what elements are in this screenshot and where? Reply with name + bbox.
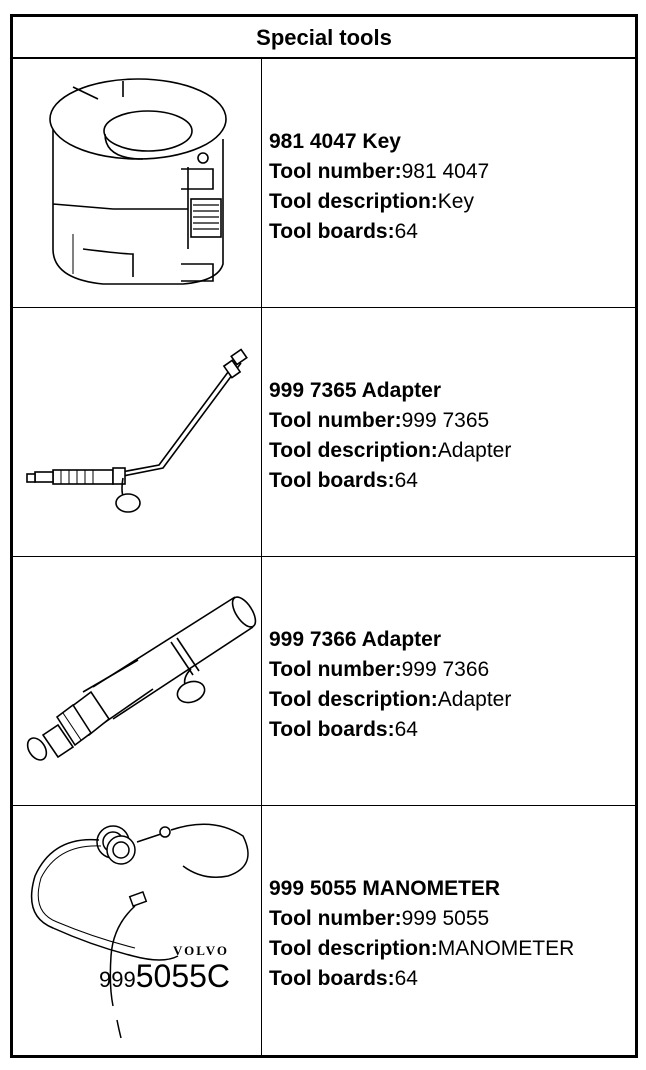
tool-title: 999 5055 MANOMETER (269, 877, 501, 900)
tool-description-value: Key (437, 190, 474, 213)
tool-title: 981 4047 Key (269, 130, 401, 153)
tool-description-label: Tool description: (269, 688, 438, 711)
tool-image-cell (13, 308, 262, 556)
tool-row (13, 806, 635, 1058)
tool-description-label: Tool description: (269, 937, 438, 960)
tool-number-label: Tool number: (269, 907, 402, 930)
tool-boards-label: Tool boards: (269, 967, 395, 990)
tool-title: 999 7365 Adapter (269, 379, 441, 402)
bent-adapter-illustration (13, 308, 261, 556)
key-tool-illustration (13, 59, 261, 307)
tool-number-value: 999 7366 (401, 658, 490, 681)
tool-description-value: Adapter (437, 688, 512, 711)
tool-description-value: Adapter (437, 439, 512, 462)
tool-number-value: 999 7365 (401, 409, 490, 432)
part-code-prefix: 999 (99, 967, 136, 992)
tool-number-label: Tool number: (269, 160, 402, 183)
part-code-main: 5055C (135, 958, 231, 994)
tool-number-label: Tool number: (269, 409, 402, 432)
tool-info (269, 376, 635, 496)
tool-number-label: Tool number: (269, 658, 402, 681)
tool-row (13, 59, 635, 308)
tool-boards-label: Tool boards: (269, 718, 395, 741)
tool-boards-label: Tool boards: (269, 469, 395, 492)
tool-info (269, 127, 635, 247)
tool-info (269, 874, 635, 994)
tool-boards-label: Tool boards: (269, 220, 395, 243)
tool-number-value: 981 4047 (401, 160, 490, 183)
tool-boards-value: 64 (394, 469, 418, 492)
tool-description-label: Tool description: (269, 190, 438, 213)
tool-description-label: Tool description: (269, 439, 438, 462)
tool-image-cell (13, 806, 262, 1058)
volvo-brand-text: VOLVO (173, 943, 229, 958)
tool-image-cell (13, 557, 262, 805)
table-header: Special tools (13, 17, 635, 59)
tool-title: 999 7366 Adapter (269, 628, 441, 651)
tool-number-value: 999 5055 (401, 907, 490, 930)
tool-boards-value: 64 (394, 220, 418, 243)
tool-image-cell (13, 59, 262, 307)
tool-description-value: MANOMETER (437, 937, 575, 960)
tool-row (13, 557, 635, 806)
manometer-illustration (13, 806, 261, 1056)
tool-boards-value: 64 (394, 718, 418, 741)
special-tools-table (10, 14, 638, 1058)
tool-row (13, 308, 635, 557)
part-code (99, 958, 230, 995)
tool-boards-value: 64 (394, 967, 418, 990)
straight-adapter-illustration (13, 557, 261, 805)
tool-info (269, 625, 635, 745)
